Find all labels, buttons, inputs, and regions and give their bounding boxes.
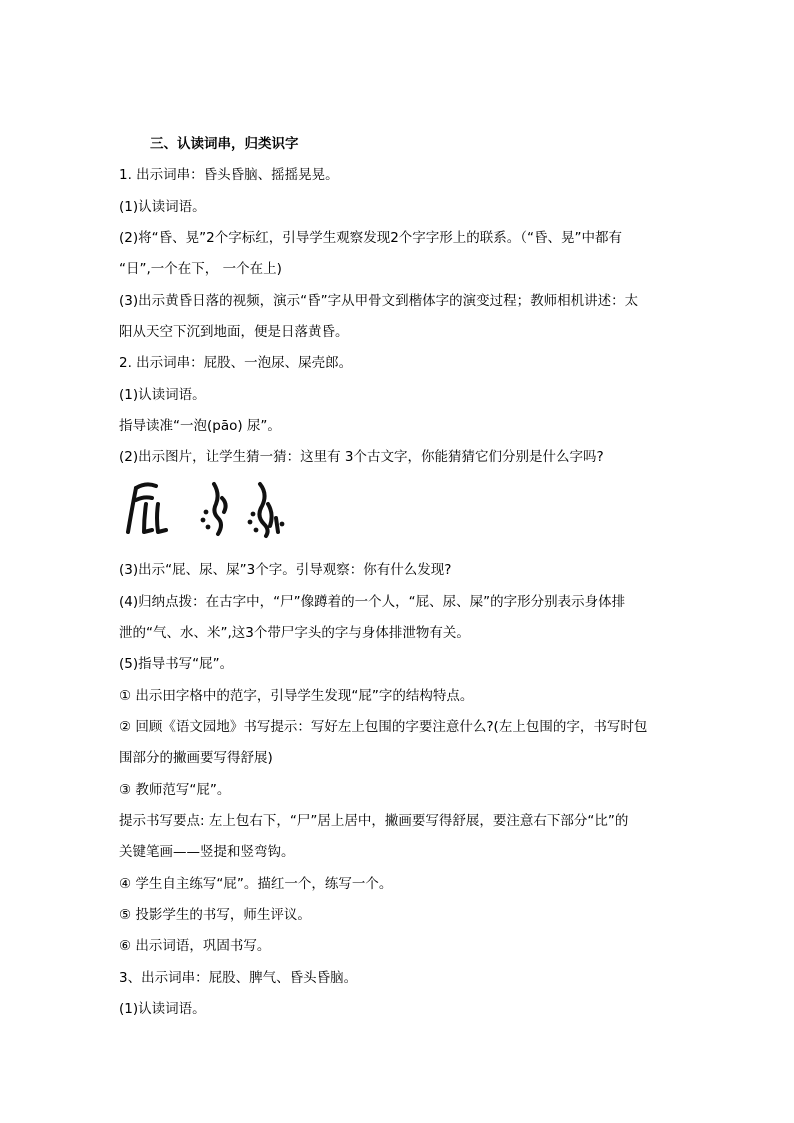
text-line: (5)指导书写“屁”。 (119, 656, 234, 672)
text-line: 关键笔画——竖提和竖弯钩。 (119, 844, 295, 860)
text-line: (4)归纳点拨：在古字中，“尸”像蹲着的一个人，“屁、尿、屎”的字形分别表示身体排 (119, 594, 626, 610)
text-line: (2)将“昏、晃”2个字标红，引导学生观察发现2个字字形上的联系。（“昏、晃”中都有 (119, 230, 623, 246)
ancient-glyph-niao (214, 484, 226, 534)
text-line: (1)认读词语。 (119, 387, 206, 403)
text-line: 围部分的撇画要写得舒展) (119, 750, 273, 766)
text-line: ② 回顾《语文园地》书写提示：写好左上包围的字要注意什么?(左上包围的字，书写时包 (119, 719, 648, 735)
text-line: (3)出示“屁、尿、屎”3个字。引导观察：你有什么发现? (119, 562, 452, 578)
text-line: ⑤ 投影学生的书写，师生评议。 (119, 907, 311, 923)
text-line: (3)出示黄昏日落的视频，演示“昏”字从甲骨文到楷体字的演变过程；教师相机讲述：太 (119, 293, 639, 309)
text-line: (1)认读词语。 (119, 199, 206, 215)
text-line: ④ 学生自主练写“屁”。描红一个，练写一个。 (119, 876, 393, 892)
text-line: 2. 出示词串：屁股、一泡尿、屎壳郎。 (119, 355, 353, 371)
text-line: 提示书写要点: 左上包右下，“尸”居上居中，撇画要写得舒展，要注意右下部分“比”的 (119, 813, 629, 829)
text-line: (2)出示图片，让学生猜一猜：这里有 3个古文字，你能猜猜它们分别是什么字吗? (119, 449, 604, 465)
text-line: 3、出示词串：屁股、脾气、昏头昏脑。 (119, 970, 358, 986)
text-line: 阳从天空下沉到地面，便是日落黄昏。 (119, 324, 349, 340)
text-line: “日”,一个在下， 一个在上) (119, 261, 282, 277)
text-line: (1)认读词语。 (119, 1001, 206, 1017)
text-line: ⑥ 出示词语，巩固书写。 (119, 938, 271, 954)
text-line: 1. 出示词串：昏头昏脑、摇摇晃晃。 (119, 167, 339, 183)
ancient-glyph-shi (259, 484, 278, 536)
text-line: ① 出示田字格中的范字，引导学生发现“屁”字的结构特点。 (119, 688, 474, 704)
ancient-glyph-pi (128, 484, 166, 532)
text-line: 泄的“气、水、米”,这3个带尸字头的字与身体排泄物有关。 (119, 625, 470, 641)
text-line: ③ 教师范写“屁”。 (119, 782, 231, 798)
text-line: 指导读准“一泡(pāo) 尿”。 (119, 418, 281, 434)
section-title: 三、认读词串，归类识字 (150, 136, 299, 152)
ancient-characters-figure (122, 474, 292, 544)
